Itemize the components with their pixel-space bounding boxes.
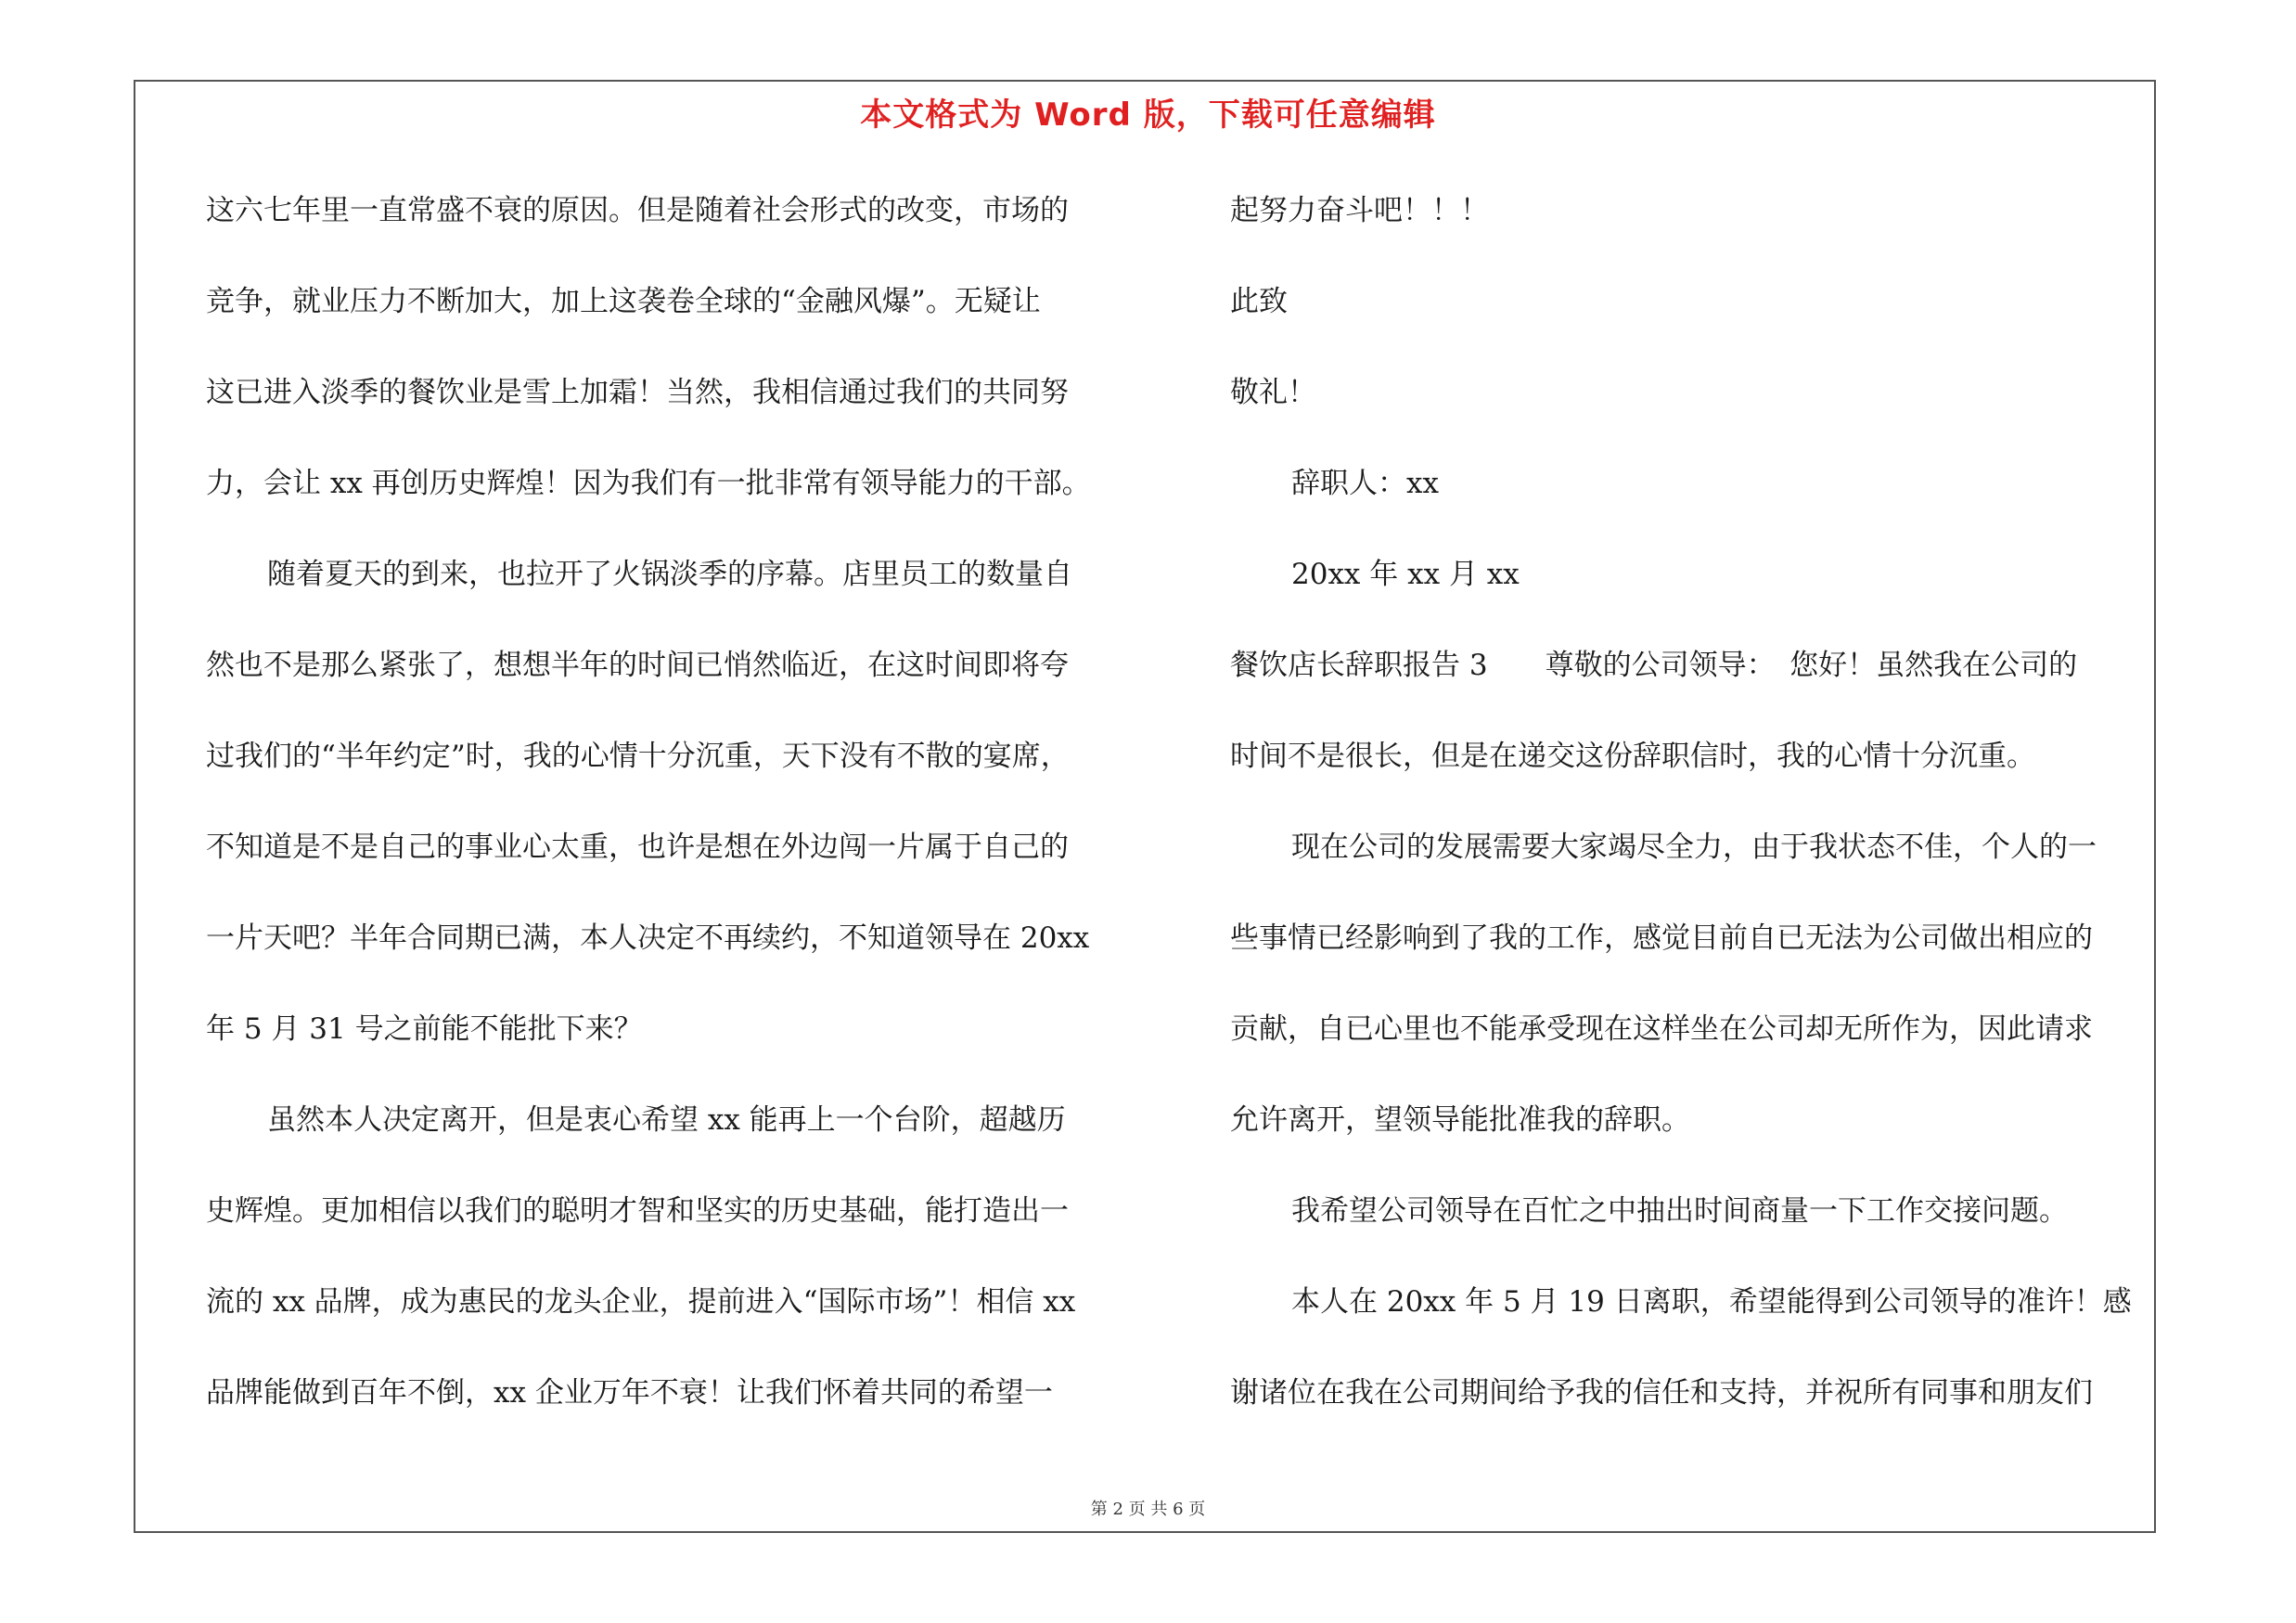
text-line: 贡献，自已心里也不能承受现在这样坐在公司却无所作为，因此请求 — [1230, 1012, 2093, 1046]
text-line: 允许离开，望领导能批准我的辞职。 — [1230, 1103, 1690, 1137]
text-line: 随着夏天的到来，也拉开了火锅淡季的序幕。店里员工的数量自 — [267, 558, 1072, 591]
signature-date: 20xx 年 xx 月 xx — [1291, 558, 1520, 591]
text-line: 现在公司的发展需要大家竭尽全力，由于我状态不佳，个人的一 — [1291, 831, 2097, 864]
text-line: 然也不是那么紧张了，想想半年的时间已悄然临近，在这时间即将夸 — [206, 649, 1069, 682]
text-line: 竞争，就业压力不断加大，加上这袭卷全球的“金融风爆”。无疑让 — [206, 285, 1041, 318]
right-column — [1230, 187, 2158, 1461]
text-line: 流的 xx 品牌，成为惠民的龙头企业，提前进入“国际市场”！相信 xx — [206, 1285, 1076, 1319]
signature-name: 辞职人：xx — [1291, 467, 1439, 500]
text-line: 史辉煌。更加相信以我们的聪明才智和坚实的历史基础，能打造出一 — [206, 1194, 1069, 1228]
text-line: 虽然本人决定离开，但是衷心希望 xx 能再上一个台阶，超越历 — [267, 1103, 1066, 1137]
text-line: 我希望公司领导在百忙之中抽出时间商量一下工作交接问题。 — [1291, 1194, 2068, 1228]
text-line: 这已进入淡季的餐饮业是雪上加霜！当然，我相信通过我们的共同努 — [206, 376, 1069, 409]
text-line: 一片天吧？半年合同期已满，本人决定不再续约，不知道领导在 20xx — [206, 921, 1090, 955]
closing-regards: 敬礼！ — [1230, 376, 1316, 409]
closing-salutation: 此致 — [1230, 285, 1288, 318]
format-banner: 本文格式为 Word 版，下载可任意编辑 — [860, 97, 1436, 134]
text-line: 些事情已经影响到了我的工作，感觉目前自已无法为公司做出相应的 — [1230, 921, 2093, 955]
text-line: 过我们的“半年约定”时，我的心情十分沉重，天下没有不散的宴席， — [206, 740, 1070, 773]
text-line: 起努力奋斗吧！！！ — [1230, 194, 1489, 227]
text-line: 力，会让 xx 再创历史辉煌！因为我们有一批非常有领导能力的干部。 — [206, 467, 1091, 500]
text-line: 谢诸位在我在公司期间给予我的信任和支持，并祝所有同事和朋友们 — [1230, 1376, 2093, 1410]
text-line: 品牌能做到百年不倒，xx 企业万年不衰！让我们怀着共同的希望一 — [206, 1376, 1053, 1410]
page-number-footer: 第 2 页 共 6 页 — [1090, 1500, 1206, 1519]
left-column — [206, 187, 1152, 1461]
text-line: 不知道是不是自己的事业心太重，也许是想在外边闯一片属于自己的 — [206, 831, 1069, 864]
report-heading-line: 餐饮店长辞职报告 3 尊敬的公司领导： 您好！虽然我在公司的 — [1230, 649, 2078, 682]
text-line: 时间不是很长，但是在递交这份辞职信时，我的心情十分沉重。 — [1230, 740, 2035, 773]
text-line: 年 5 月 31 号之前能不能批下来？ — [206, 1012, 643, 1046]
text-line: 本人在 20xx 年 5 月 19 日离职，希望能得到公司领导的准许！感 — [1291, 1285, 2132, 1319]
text-line: 这六七年里一直常盛不衰的原因。但是随着社会形式的改变，市场的 — [206, 194, 1069, 227]
